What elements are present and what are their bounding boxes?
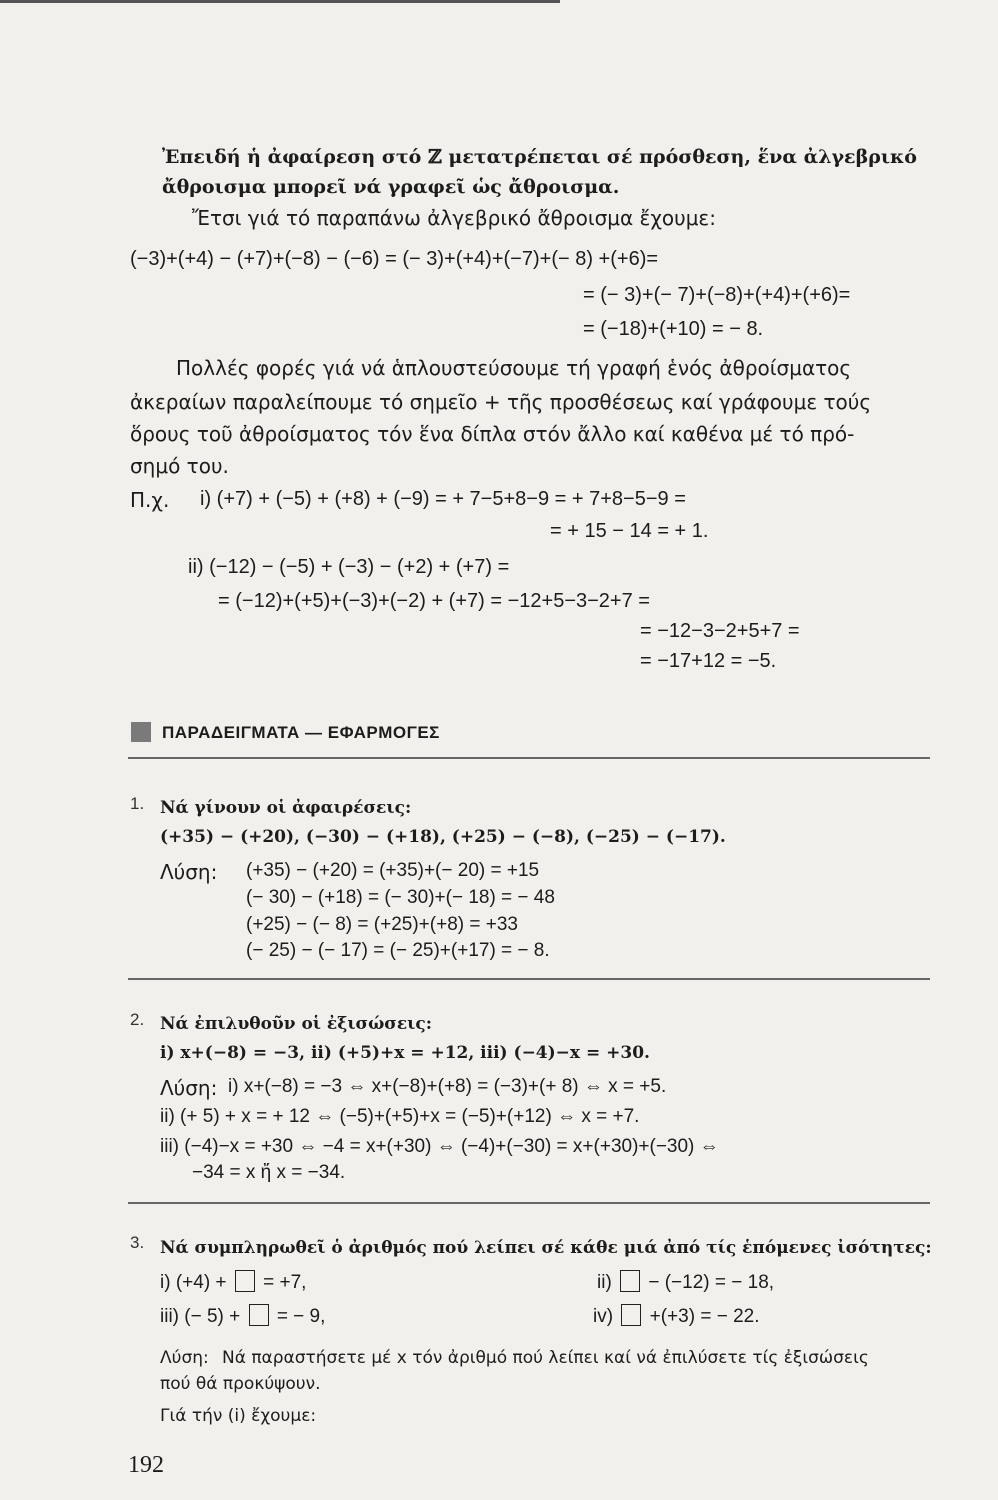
item-iv-suffix: +(+3) = − 22.: [649, 1306, 760, 1327]
section-title: ΠΑΡΑΔΕΙΓΜΑΤΑ — ΕΦΑΡΜΟΓΕΣ: [162, 723, 440, 742]
example-ii-line-1: ii) (−12) − (−5) + (−3) − (+2) + (+7) =: [188, 556, 510, 578]
exercise-1-divider: [128, 978, 930, 980]
page-number: 192: [128, 1452, 164, 1478]
exercise-2-equations: i) x+(−8) = −3, ii) (+5)+x = +12, iii) (−4)−x = +30.: [160, 1043, 650, 1063]
exercise-2-prompt: Νά ἐπιλυθοῦν οἱ ἐξισώσεις:: [160, 1014, 432, 1034]
intro-line-2: ἄθροισμα μπορεῖ νά γραφεῖ ὡς ἄθροισμα.: [162, 176, 620, 198]
example-ii-line-3: = −12−3−2+5+7 =: [640, 620, 800, 642]
intro-line-3: Ἔτσι γιά τό παραπάνω ἀλγεβρικό ἄθροισμα ἔχουμε:: [192, 206, 716, 230]
exercise-3-solution-line-1: Νά παραστήσετε μέ x τόν ἀριθμό πού λείπει καί νά ἐπιλύσετε τίς ἐξισώσεις: [222, 1348, 869, 1368]
exercise-3-solution-line-2: πού θά προκύψουν.: [160, 1374, 321, 1394]
example-ii-line-2: = (−12)+(+5)+(−3)+(−2) + (+7) = −12+5−3−2+7 =: [218, 590, 650, 612]
exercise-1-items: (+35) − (+20), (−30) − (+18), (+25) − (−8), (−25) − (−17).: [160, 827, 726, 847]
exercise-3-item-iv: [593, 1304, 759, 1328]
exercise-2-number: 2.: [130, 1010, 145, 1029]
blank-box-iii: [249, 1304, 269, 1326]
blank-box-iv: [621, 1304, 641, 1326]
exercise-1-line-3: (+25) − (− 8) = (+25)+(+8) = +33: [246, 914, 518, 935]
paragraph-line-1: Πολλές φορές γιά νά ἁπλουστεύσουμε τή γραφή ἑνός ἀθροίσματος: [176, 356, 852, 380]
item-ii-prefix: ii): [597, 1272, 612, 1293]
blank-box-ii: [620, 1270, 640, 1292]
paragraph-line-3: ὅρους τοῦ ἀθροίσματος τόν ἕνα δίπλα στόν ἄλλο καί καθένα μέ τό πρό-: [130, 422, 855, 446]
exercise-3-solution-label: Λύση:: [160, 1348, 209, 1368]
blank-box-i: [235, 1270, 255, 1292]
exercise-2-line-2: ii) (+ 5) + x = + 12 ⇔ (−5)+(+5)+x = (−5)+(+12) ⇔ x = +7.: [160, 1106, 640, 1127]
example-ii-line-4: = −17+12 = −5.: [640, 650, 777, 672]
exercise-1-number: 1.: [130, 794, 145, 813]
derivation-line-3: = (−18)+(+10) = − 8.: [583, 318, 764, 340]
section-marker-square: [131, 722, 151, 742]
exercise-3-number: 3.: [130, 1233, 145, 1252]
exercise-1-line-2: (− 30) − (+18) = (− 30)+(− 18) = − 48: [246, 887, 555, 908]
item-ii-suffix: − (−12) = − 18,: [648, 1272, 775, 1293]
exercise-2-solution-label: Λύση:: [160, 1076, 218, 1100]
derivation-line-2: = (− 3)+(− 7)+(−8)+(+4)+(+6)=: [583, 284, 851, 306]
exercise-1-line-1: (+35) − (+20) = (+35)+(− 20) = +15: [246, 860, 540, 881]
example-i-line-1: i) (+7) + (−5) + (+8) + (−9) = + 7−5+8−9 = + 7+8−5−9 =: [200, 488, 686, 510]
exercise-3-item-ii: [597, 1270, 774, 1294]
exercise-1-prompt: Νά γίνουν οἱ ἀφαιρέσεις:: [160, 798, 412, 818]
exercise-3-prompt: Νά συμπληρωθεῖ ὁ ἀριθμός πού λείπει σέ κάθε μιά ἀπό τίς ἑπόμενες ἰσότητες:: [160, 1238, 932, 1258]
item-i-prefix: i) (+4) +: [160, 1272, 227, 1293]
exercise-2-line-4: −34 = x ἤ x = −34.: [192, 1162, 346, 1183]
exercise-2-line-1: i) x+(−8) = −3 ⇔ x+(−8)+(+8) = (−3)+(+ 8) ⇔ x = +5.: [228, 1076, 667, 1097]
item-iv-prefix: iv): [593, 1306, 614, 1327]
intro-line-1: Ἐπειδή ἡ ἀφαίρεση στό ℤ μετατρέπεται σέ πρόσθεση, ἕνα ἀλγεβρικό: [162, 146, 917, 168]
top-border-line: [0, 0, 560, 3]
exercise-3-for-i: Γιά τήν (i) ἔχουμε:: [160, 1406, 317, 1426]
item-iii-prefix: iii) (− 5) +: [160, 1306, 241, 1327]
exercise-3-item-iii: [160, 1304, 325, 1328]
item-i-suffix: = +7,: [263, 1272, 307, 1293]
example-i-line-2: = + 15 − 14 = + 1.: [550, 520, 709, 542]
paragraph-line-4: σημό του.: [130, 454, 229, 478]
paragraph-line-2: ἀκεραίων παραλείπουμε τό σημεῖο + τῆς προσθέσεως καί γράφουμε τούς: [130, 390, 872, 414]
exercise-2-divider: [128, 1202, 930, 1204]
exercise-1-line-4: (− 25) − (− 17) = (− 25)+(+17) = − 8.: [246, 940, 550, 961]
item-iii-suffix: = − 9,: [276, 1306, 326, 1327]
examples-label: Π.χ.: [130, 488, 170, 512]
exercise-1-solution-label: Λύση:: [160, 860, 218, 884]
derivation-line-1: (−3)+(+4) − (+7)+(−8) − (−6) = (− 3)+(+4)+(−7)+(− 8) +(+6)=: [130, 248, 659, 270]
exercise-2-line-3: iii) (−4)−x = +30 ⇔ −4 = x+(+30) ⇔ (−4)+(−30) = x+(+30)+(−30) ⇔: [160, 1136, 719, 1157]
exercise-3-item-i: [160, 1270, 306, 1294]
section-divider: [128, 757, 930, 759]
